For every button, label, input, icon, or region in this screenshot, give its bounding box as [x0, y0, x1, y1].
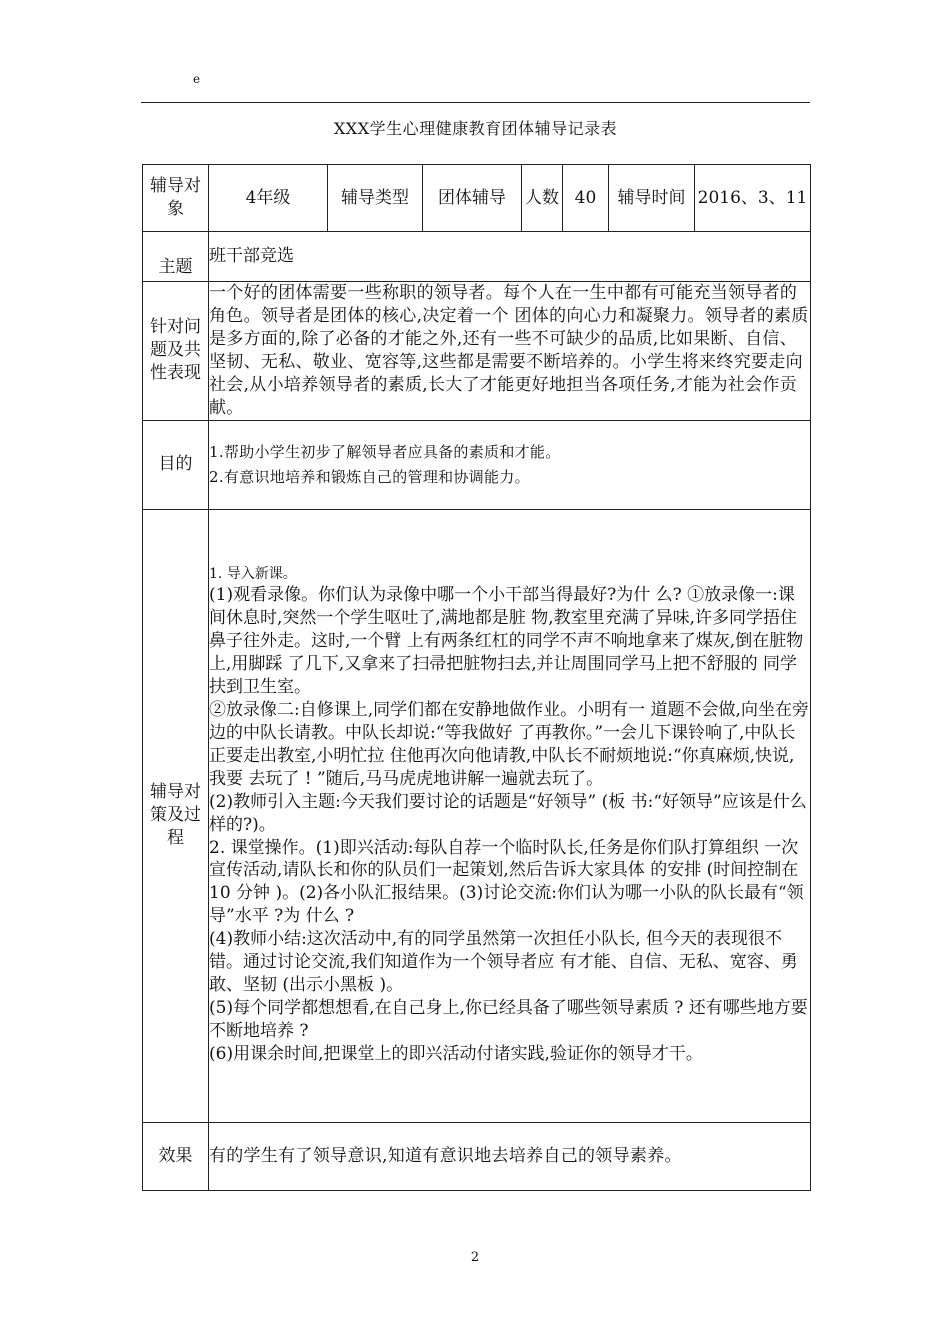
process-label: 辅导对策及过程 [143, 509, 209, 1122]
process-content [209, 509, 811, 1122]
row-issue [143, 282, 811, 421]
effect-text: 有的学生有了领导意识,知道有意识地去培养自己的领导素养。 [209, 1122, 811, 1190]
process-paragraph: (5)每个同学都想想看,在自己身上,你已经具备了哪些领导素质 ? 还有哪些地方要不断地培养 ? [209, 998, 808, 1042]
row-process [143, 509, 811, 1122]
process-paragraph: (6)用课余时间,把课堂上的即兴活动付诸实践,验证你的领导才干。 [209, 1043, 703, 1064]
process-paragraph: (1)观看录像。你们认为录像中哪一个小干部当得最好?为什 么? ①放录像一:课间休息时,突然一个学生呕吐了,满地都是脏 物,教室里充满了异味,许多同学捂住鼻子往外走。这时,一个臂 上有两条红杠的同学不声不响地拿来了煤灰,倒在脏物上,用脚踩 了几下,又拿来了扫帚把脏物扫去,并让周围同学马上把不舒服的 同学扶到卫生室。 [209, 585, 804, 697]
type-value: 团体辅导 [423, 165, 522, 232]
goal-label: 目的 [143, 420, 209, 509]
goal-item: 2.有意识地培养和锻炼自己的管理和协调能力。 [209, 467, 530, 486]
count-value: 40 [563, 165, 609, 232]
document-title: XXX学生心理健康教育团体辅导记录表 [333, 119, 618, 138]
target-value: 4年级 [209, 165, 328, 232]
count-label: 人数 [522, 165, 563, 232]
row-basic-info [143, 165, 811, 232]
header-mark: e [193, 72, 201, 86]
process-heading: 1. 导入新课。 [209, 566, 297, 583]
time-value: 2016、3、11 [695, 165, 811, 232]
issue-label: 针对问题及共性表现 [143, 282, 209, 421]
process-paragraph: 2. 课堂操作。(1)即兴活动:每队自荐一个临时队长,任务是你们队打算组织 一次宣传活动,请队长和你的队员们一起策划,然后告诉大家具体 的安排 (时间控制在 10 分钟 )。(2)各小队汇报结果。(3)讨论交流:你们认为哪一小队的队长最有“领导”水平 ?为 什么 ? [209, 837, 804, 927]
issue-text: 一个好的团体需要一些称职的领导者。每个人在一生中都有可能充当领导者的角色。领导者是团体的核心,决定着一个 团体的向心力和凝聚力。领导者的素质是多方面的,除了必备的才能之外,还有一些不可缺少的品质,比如果断、自信、坚韧、无私、敬业、宽容等,这些都是需要不断培养的。小学生将来终究要走向社会,从小培养领导者的素质,长大了才能更好地担当各项任务,才能为社会作贡献。 [209, 282, 811, 421]
goal-item: 1.帮助小学生初步了解领导者应具备的素质和才能。 [209, 442, 561, 461]
type-label: 辅导类型 [328, 165, 423, 232]
record-table [142, 164, 811, 1191]
topic-value: 班干部竞选 [209, 232, 811, 282]
row-topic [143, 232, 811, 282]
topic-label: 主题 [143, 232, 209, 282]
target-label: 辅导对象 [143, 165, 209, 232]
header-rule [141, 102, 810, 103]
page-number: 2 [470, 1250, 480, 1265]
process-paragraph: ②放录像二:自修课上,同学们都在安静地做作业。小明有一 道题不会做,向坐在旁边的中队长请教。中队长却说:“等我做好 了再教你。”一会儿下课铃响了,中队长正要走出教室,小明忙拉 住他再次向他请教,中队长不耐烦地说:“你真麻烦,快说,我要 去玩了 ! ”随后,马马虎虎地讲解一遍就去玩了。 [209, 699, 809, 789]
row-goal [143, 420, 811, 509]
row-effect [143, 1122, 811, 1190]
process-paragraph: (4)教师小结:这次活动中,有的同学虽然第一次担任小队长, 但今天的表现很不错。通过讨论交流,我们知道作为一个领导者应 有才能、自信、无私、宽容、勇敢、坚韧 (出示小黑板 )。 [209, 929, 798, 996]
time-label: 辅导时间 [609, 165, 695, 232]
effect-label: 效果 [143, 1122, 209, 1190]
process-paragraph: (2)教师引入主题:今天我们要讨论的话题是“好领导” (板 书:“好领导”应该是什么样的?)。 [209, 791, 807, 835]
goal-content [209, 420, 811, 509]
